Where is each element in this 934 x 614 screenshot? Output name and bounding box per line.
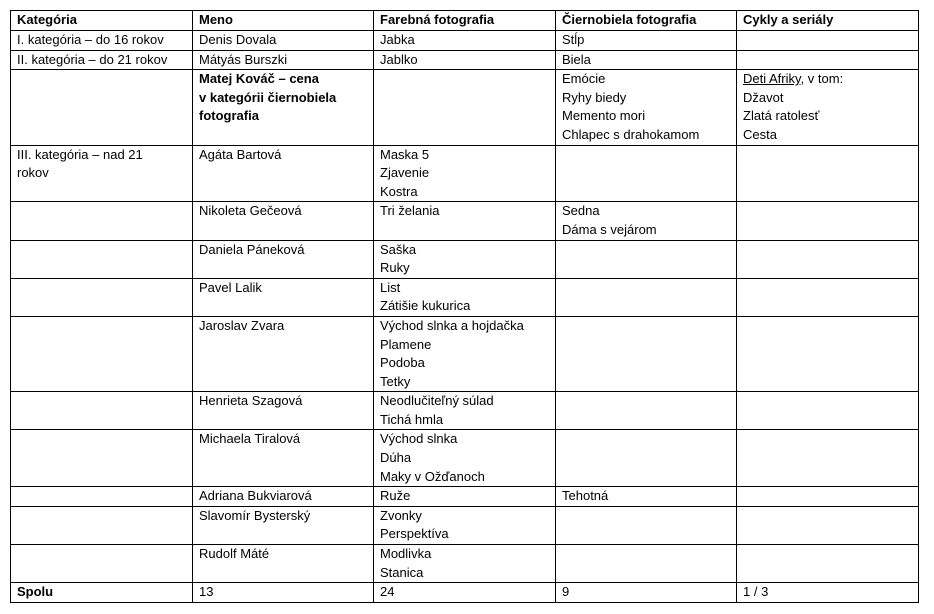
header-row (11, 11, 919, 31)
cell-bw-photo (556, 430, 737, 487)
cell-line: Emócie (562, 71, 606, 87)
cell-line: Stanica (380, 564, 424, 580)
cell-bw-photo (556, 506, 737, 544)
cell-name (193, 278, 374, 316)
cell-cycles (737, 278, 919, 316)
header-name: Meno (193, 11, 374, 31)
cell-name (193, 545, 374, 583)
totals-label: Spolu (11, 583, 193, 603)
cell-line: Zvonky (380, 507, 422, 523)
cell-line: Saška (380, 241, 417, 257)
cell-name (193, 50, 374, 70)
cell-name (193, 430, 374, 487)
cell-category (11, 278, 193, 316)
cell-line: Dúha (380, 450, 412, 466)
cell-name (193, 240, 374, 278)
cell-color-photo (374, 487, 556, 507)
cell-color-photo (374, 31, 556, 51)
cell-cycles (737, 202, 919, 240)
cell-bw-photo (556, 278, 737, 316)
table-row (11, 487, 919, 507)
cell-line: Tetky (380, 373, 411, 389)
cell-line: Džavot (743, 89, 784, 105)
cell-category (11, 545, 193, 583)
totals-color: 24 (374, 583, 556, 603)
cell-line: Ruže (380, 488, 411, 504)
cell-line: Jaroslav Zvara (199, 317, 285, 333)
cell-cycles (737, 50, 919, 70)
cell-line: Tichá hmla (380, 411, 444, 427)
cell-name (193, 316, 374, 391)
cell-line: rokov (17, 165, 49, 181)
header-category: Kategória (11, 11, 193, 31)
table-row (11, 430, 919, 487)
cell-cycles (737, 506, 919, 544)
cell-bw-photo (556, 202, 737, 240)
cell-line (743, 70, 918, 89)
table-row (11, 278, 919, 316)
cell-color-photo (374, 392, 556, 430)
table-row (11, 50, 919, 70)
cell-cycles (737, 70, 919, 145)
header-color-photo: Farebná fotografia (374, 11, 556, 31)
cell-line: Perspektíva (380, 526, 449, 542)
cell-cycles (737, 430, 919, 487)
cell-line: Neodlučiteľný súlad (380, 393, 494, 409)
cell-line: Zátišie kukurica (380, 298, 471, 314)
cell-line: Podoba (380, 355, 425, 371)
cell-name (193, 31, 374, 51)
cell-name (193, 392, 374, 430)
cell-category (11, 487, 193, 507)
cell-category (11, 392, 193, 430)
cell-cycles (737, 145, 919, 202)
cell-line: Plamene (380, 336, 432, 352)
cell-color-photo (374, 316, 556, 391)
cell-bw-photo (556, 392, 737, 430)
cell-line: Kostra (380, 183, 418, 199)
cell-line: Nikoleta Gečeová (199, 203, 302, 219)
table-row (11, 240, 919, 278)
cell-line: Zlatá ratolesť (743, 108, 820, 124)
cell-name (193, 506, 374, 544)
cell-line: Dáma s vejárom (562, 221, 657, 237)
cell-name (193, 487, 374, 507)
header-cycles: Cykly a seriály (737, 11, 919, 31)
cell-line: Tehotná (562, 488, 609, 504)
cell-color-photo (374, 430, 556, 487)
cell-name (193, 145, 374, 202)
cell-line: Michaela Tiralová (199, 431, 301, 447)
cell-category (11, 70, 193, 145)
cell-color-photo (374, 202, 556, 240)
cell-line: Adriana Bukviarová (199, 488, 312, 504)
cell-line: Sedna (562, 203, 600, 219)
cycle-title: Deti Afriky (743, 71, 801, 87)
cell-line: Mátyás Burszki (199, 51, 288, 67)
cell-line: List (380, 279, 401, 295)
table-row (11, 145, 919, 202)
cell-line: Matej Kováč – cena (199, 71, 319, 87)
table-row (11, 31, 919, 51)
table-row (11, 70, 919, 145)
cell-color-photo (374, 278, 556, 316)
cell-bw-photo (556, 487, 737, 507)
results-table (10, 10, 919, 603)
cell-cycles (737, 545, 919, 583)
cell-name (193, 202, 374, 240)
cycle-title-suffix: , v tom: (800, 71, 844, 87)
cell-line: Východ slnka (380, 431, 458, 447)
cell-line: Stĺp (562, 32, 585, 47)
cell-line: Východ slnka a hojdačka (380, 317, 524, 333)
cell-category (11, 50, 193, 70)
cell-bw-photo (556, 70, 737, 145)
cell-color-photo (374, 70, 556, 145)
cell-line: Biela (562, 51, 591, 67)
cell-cycles (737, 240, 919, 278)
cell-color-photo (374, 240, 556, 278)
cell-category (11, 31, 193, 51)
cell-bw-photo (556, 31, 737, 51)
table-row (11, 392, 919, 430)
cell-line: Tri želania (380, 203, 440, 219)
totals-cycles: 1 / 3 (737, 583, 919, 603)
cell-line: Henrieta Szagová (199, 393, 303, 409)
totals-bw: 9 (556, 583, 737, 603)
cell-line: I. kategória – do 16 rokov (17, 32, 164, 47)
cell-line: Agáta Bartová (199, 146, 282, 162)
cell-line: Ruky (380, 260, 410, 276)
cell-line: Jablko (380, 51, 418, 67)
table-row (11, 545, 919, 583)
cell-cycles (737, 31, 919, 51)
cell-category (11, 316, 193, 391)
cell-line: Maky v Ožďanoch (380, 468, 485, 484)
cell-category (11, 430, 193, 487)
table-row (11, 202, 919, 240)
cell-category (11, 145, 193, 202)
cell-line: Daniela Páneková (199, 241, 305, 257)
cell-line: Denis Dovala (199, 32, 277, 47)
cell-cycles (737, 392, 919, 430)
cell-category (11, 202, 193, 240)
cell-bw-photo (556, 240, 737, 278)
cell-line: Memento mori (562, 108, 646, 124)
totals-row (11, 583, 919, 603)
cell-line: Pavel Lalik (199, 279, 262, 295)
totals-name: 13 (193, 583, 374, 603)
cell-line: fotografia (199, 108, 259, 124)
cell-color-photo (374, 50, 556, 70)
cell-bw-photo (556, 50, 737, 70)
cell-line: II. kategória – do 21 rokov (17, 51, 168, 67)
table-row (11, 506, 919, 544)
cell-line: Rudolf Máté (199, 546, 270, 562)
cell-line: Slavomír Bysterský (199, 507, 311, 523)
cell-name (193, 70, 374, 145)
cell-bw-photo (556, 145, 737, 202)
cell-bw-photo (556, 545, 737, 583)
cell-line: Cesta (743, 126, 777, 142)
cell-bw-photo (556, 316, 737, 391)
cell-category (11, 240, 193, 278)
table-row (11, 316, 919, 391)
cell-line: Chlapec s drahokamom (562, 126, 700, 142)
cell-cycles (737, 316, 919, 391)
table-body (11, 31, 919, 583)
cell-line: Maska 5 (380, 146, 430, 162)
cell-category (11, 506, 193, 544)
cell-color-photo (374, 545, 556, 583)
header-bw-photo: Čiernobiela fotografia (556, 11, 737, 31)
cell-color-photo (374, 506, 556, 544)
cell-line: Ryhy biedy (562, 89, 627, 105)
cell-line: Modlivka (380, 546, 432, 562)
cell-line: III. kategória – nad 21 (17, 146, 143, 162)
cell-line: Jabka (380, 32, 415, 47)
cell-color-photo (374, 145, 556, 202)
cell-line: Zjavenie (380, 165, 430, 181)
cell-cycles (737, 487, 919, 507)
cell-line: v kategórii čiernobiela (199, 89, 337, 105)
